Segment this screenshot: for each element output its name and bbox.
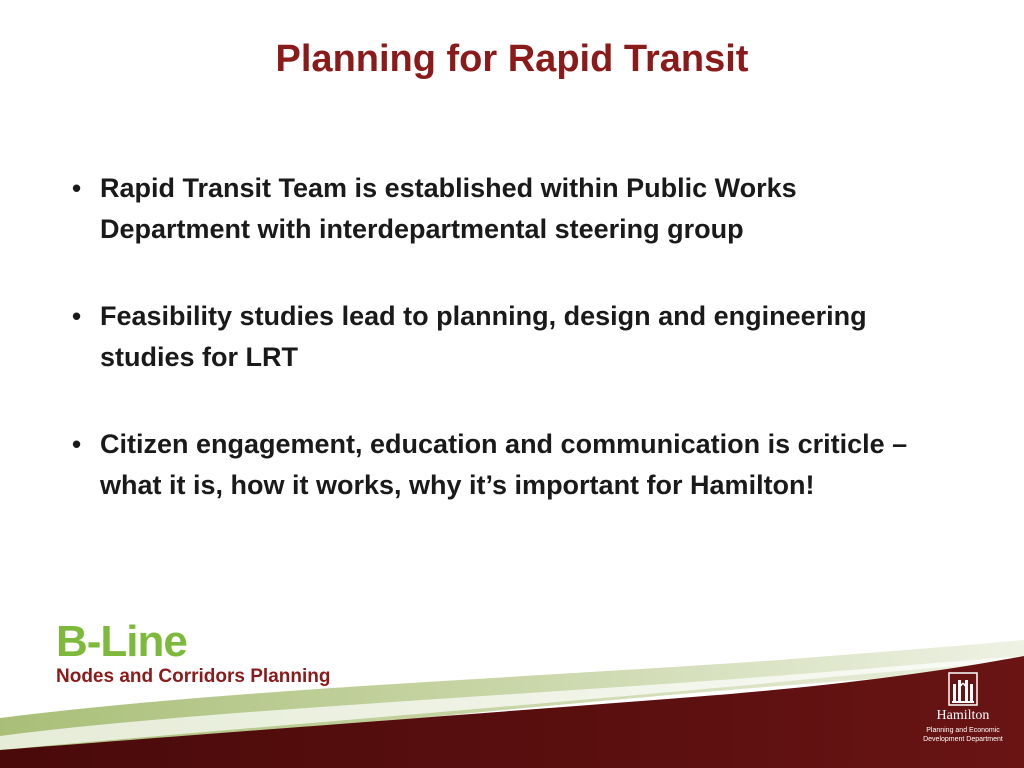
logo-name: Hamilton xyxy=(936,708,990,723)
bullet-text: Rapid Transit Team is established within Public Works Department with interdepartmental steering group xyxy=(100,173,797,244)
bullet-list xyxy=(68,168,948,506)
logo-department-line2: Development Department xyxy=(923,736,1003,743)
bullet-item xyxy=(68,296,948,378)
hamilton-logo xyxy=(908,672,1018,744)
bullet-text: Feasibility studies lead to planning, design and engineering studies for LRT xyxy=(100,301,867,372)
bullet-text: Citizen engagement, education and communication is criticle – what it is, how it works, why it’s important for Hamilton! xyxy=(100,429,908,500)
bline-brand xyxy=(56,618,330,688)
bullet-marker: • xyxy=(72,301,82,331)
logo-department-line1: Planning and Economic xyxy=(926,727,1000,734)
bullet-item xyxy=(68,424,948,506)
brand-subtitle: Nodes and Corridors Planning xyxy=(56,666,331,687)
bullet-item xyxy=(68,168,948,250)
bullet-marker: • xyxy=(72,429,82,459)
hamilton-city-hall-icon xyxy=(948,672,978,706)
bullet-marker: • xyxy=(72,173,82,203)
brand-name: B-Line xyxy=(56,617,187,666)
slide-title: Planning for Rapid Transit xyxy=(275,38,749,80)
